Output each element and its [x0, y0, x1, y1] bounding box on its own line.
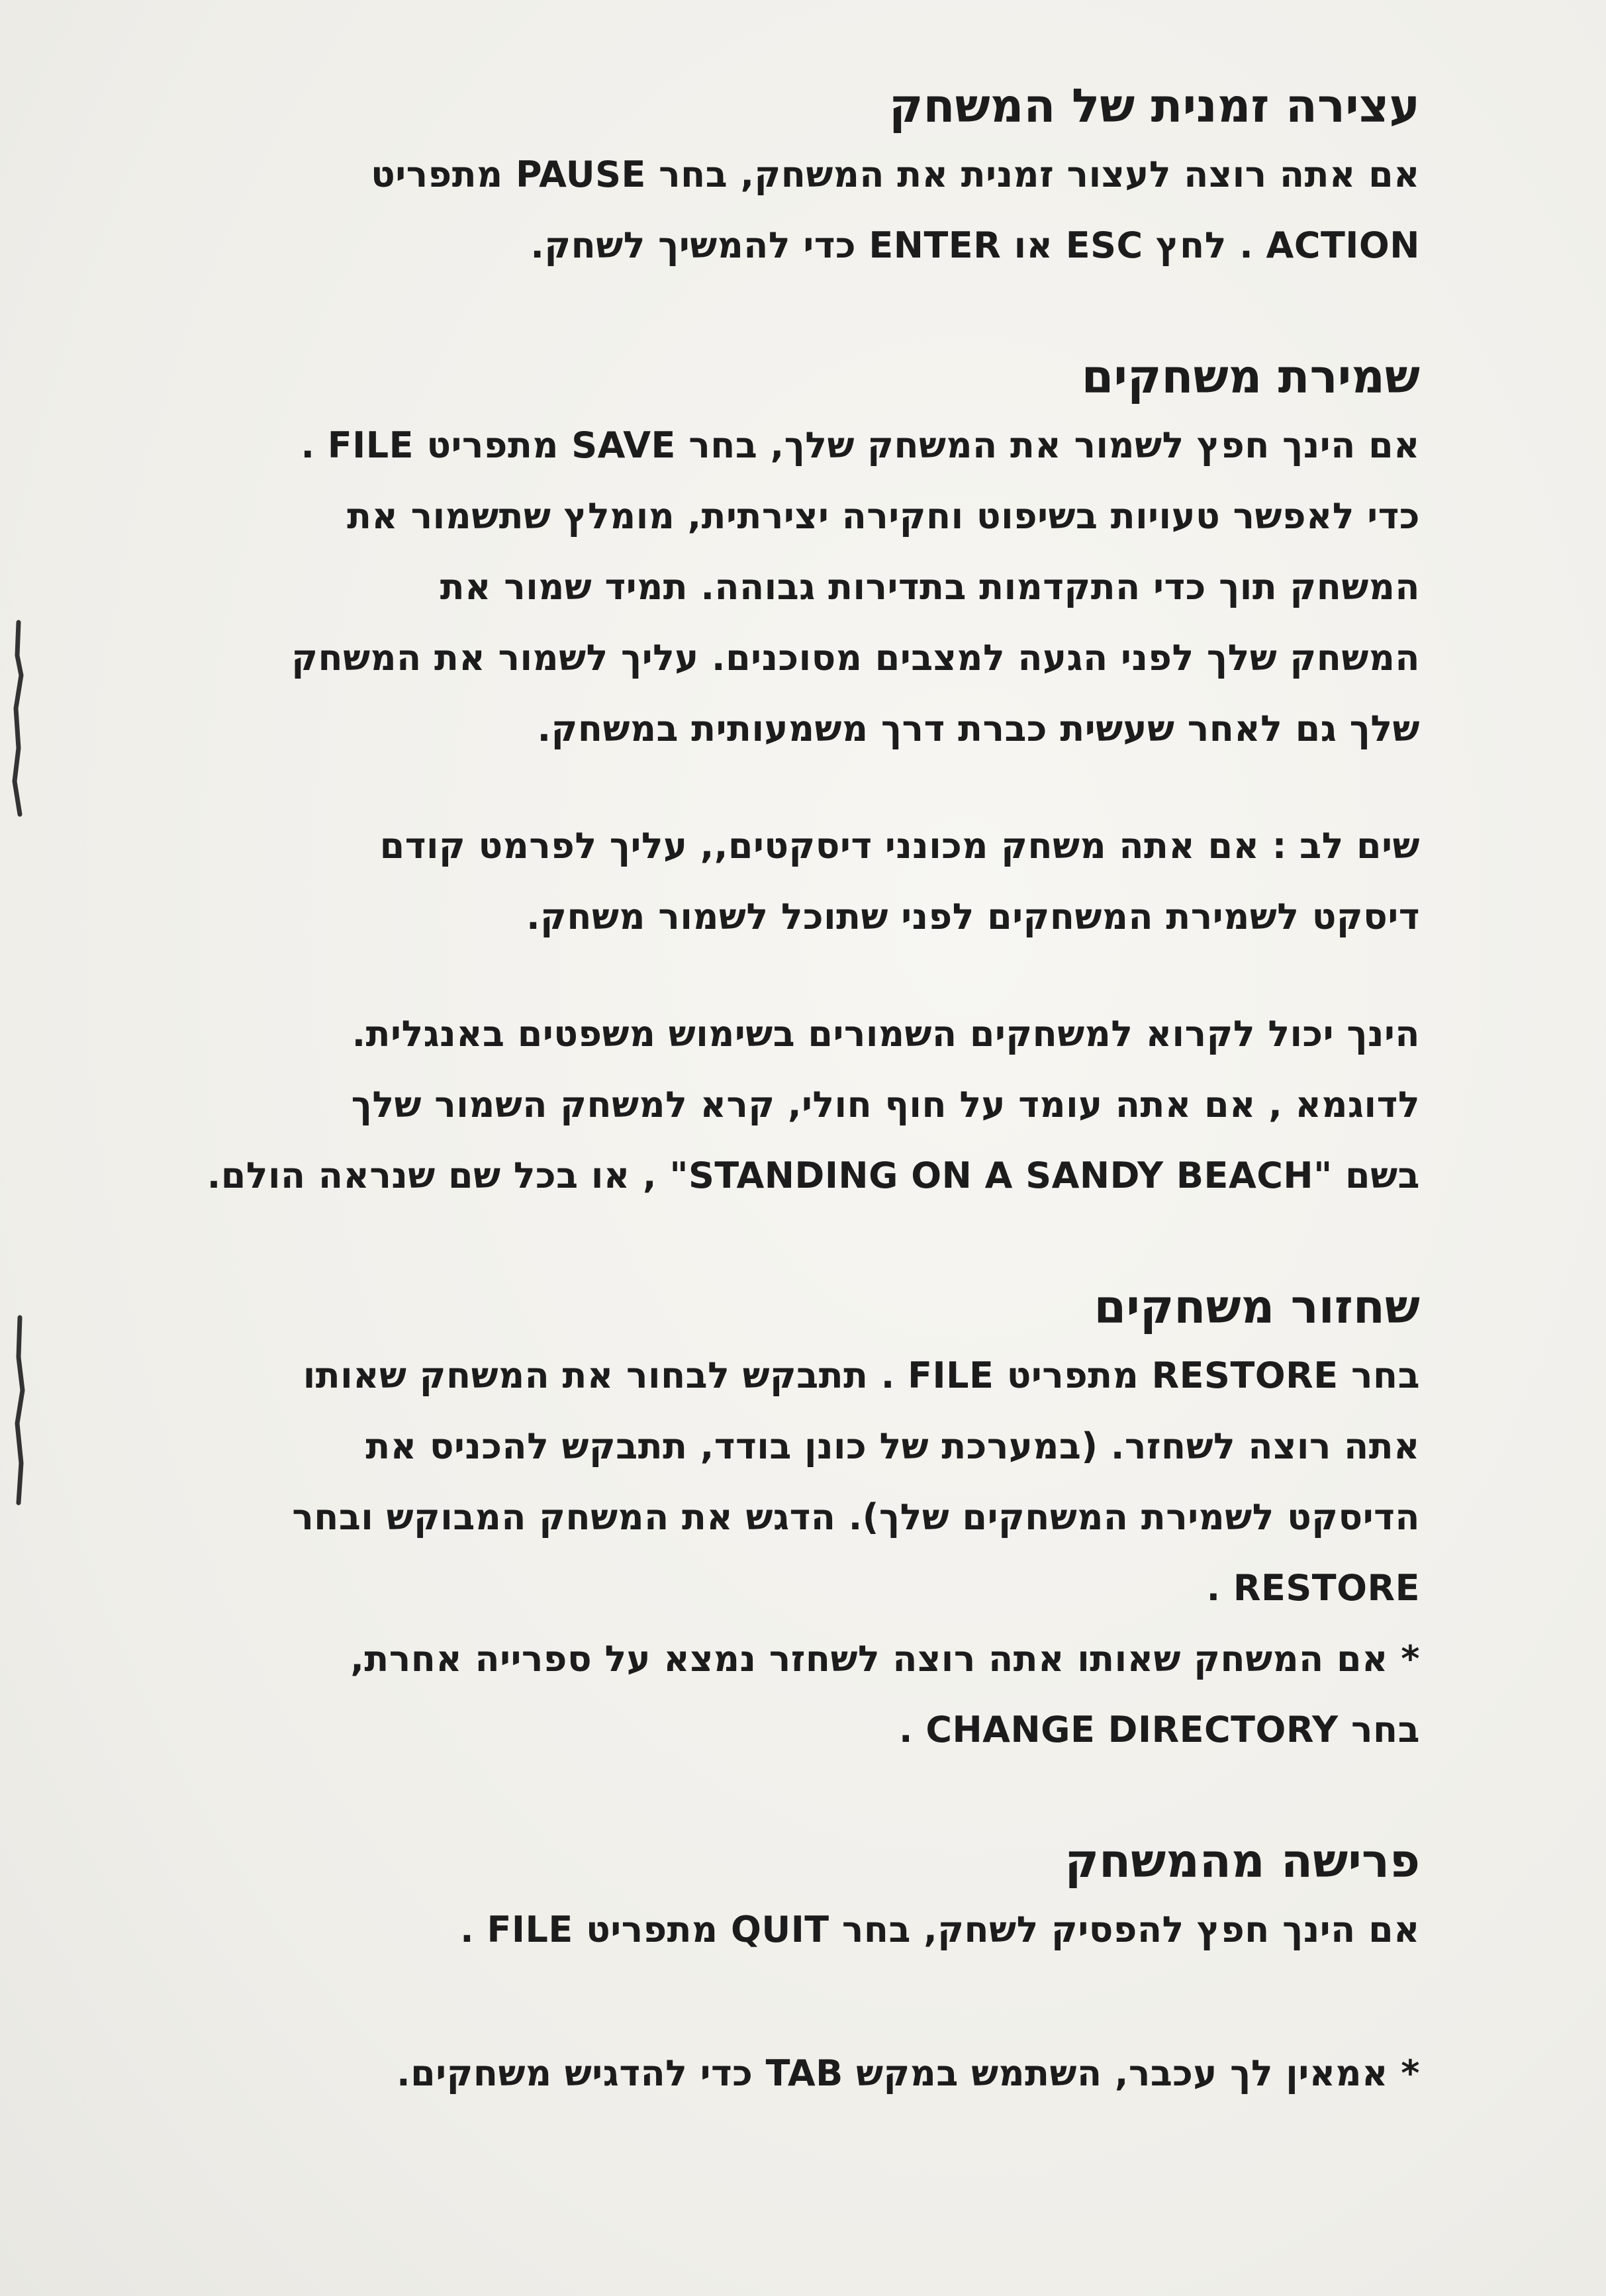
text-line: ACTION . לחץ ESC או ENTER כדי להמשיך לשחק. — [530, 224, 1420, 266]
text-line: המשחק שלך לפני הגעה למצבים מסוכנים. עליך לשמור את המשחק — [291, 637, 1420, 679]
text-line: שלך גם לאחר שעשית כברת דרך משמעותית במשחק. — [537, 708, 1420, 749]
text-line: לדוגמא , אם אתה עומד על חוף חולי, קרא למשחק השמור שלך — [351, 1084, 1420, 1125]
text-line: אם הינך חפץ לשמור את המשחק שלך, בחר SAVE מתפריט FILE . — [301, 424, 1420, 466]
section-heading-restore: שחזור משחקים — [1094, 1280, 1420, 1334]
paragraph-note-diskette — [109, 810, 1420, 952]
text-line: RESTORE . — [1206, 1567, 1420, 1609]
text-line: אם הינך חפץ להפסיק לשחק, בחר QUIT מתפריט FILE . — [460, 1909, 1420, 1950]
paragraph-naming — [109, 998, 1420, 1211]
paragraph-pause — [109, 139, 1420, 281]
text-line: בחר CHANGE DIRECTORY . — [899, 1709, 1420, 1750]
text-line: הדיסקט לשמירת המשחקים שלך). הדגש את המשחק המבוקש ובחר — [292, 1496, 1420, 1538]
text-line: דיסקט לשמירת המשחקים לפני שתוכל לשמור משחק. — [526, 896, 1420, 937]
text-line: בחר RESTORE מתפריט FILE . תתבקש לבחור את המשחק שאותו — [303, 1355, 1420, 1396]
text-line: המשחק תוך כדי התקדמות בתדירות גבוהה. תמיד שמור את — [440, 566, 1420, 608]
text-line: שים לב : אם אתה משחק מכונני דיסקטים,, עליך לפרמט קודם — [379, 825, 1420, 867]
section-heading-quit: פרישה מהמשחק — [1064, 1834, 1420, 1888]
paragraph-tab-tip — [109, 2038, 1420, 2109]
text-line: כדי לאפשר טעויות בשיפוט וחקירה יצירתית, מומלץ שתשמור את — [347, 495, 1420, 537]
manual-text — [109, 73, 1420, 2109]
margin-pen-mark — [5, 1311, 32, 1509]
text-line: אתה רוצה לשחזר. (במערכת של כונן בודד, תתבקש להכניס את — [365, 1425, 1420, 1467]
text-line: אם אתה רוצה לעצור זמנית את המשחק, בחר PAUSE מתפריט — [371, 154, 1420, 195]
margin-pen-mark — [5, 616, 32, 828]
section-heading-pause: עצירה זמנית של המשחק — [889, 79, 1420, 133]
text-line: * אם המשחק שאותו אתה רוצה לשחזר נמצא על ספרייה אחרת, — [350, 1638, 1420, 1680]
text-line: בשם "STANDING ON A SANDY BEACH" , או בכל שם שנראה הולם. — [207, 1155, 1420, 1196]
paragraph-save — [109, 410, 1420, 764]
section-heading-save: שמירת משחקים — [1081, 350, 1420, 404]
paragraph-change-directory — [109, 1623, 1420, 1765]
text-line: הינך יכול לקרוא למשחקים השמורים בשימוש משפטים באנגלית. — [352, 1013, 1420, 1055]
paragraph-restore — [109, 1340, 1420, 1623]
paragraph-quit — [109, 1894, 1420, 1965]
text-line: * אמאין לך עכבר, השתמש במקש TAB כדי להדגיש משחקים. — [397, 2052, 1420, 2094]
